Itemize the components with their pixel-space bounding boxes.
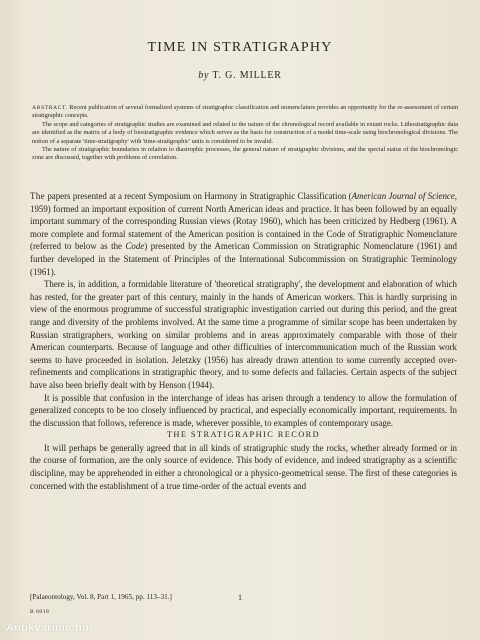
body-p1-part-b: , 1959) formed an important exposition of current North American ideas and practice. It has been followed by an equally important summary of the corresponding Russian views (Rotay 1960), which has been criticized by Hedberg (1961). A more complete and formal statement of the American position is contained in the Code of Stratigraphic Nomenclature (referred to below as the (30, 191, 457, 252)
article-author (0, 70, 480, 81)
watermark-logo: Antikvarium.hu (6, 622, 89, 634)
body-paragraph-1 (30, 190, 457, 278)
body-p1-part-a: papers presented at a recent Symposium on Harmony in Stratigraphic Classification ( (45, 191, 352, 201)
code-abbrev: Code (125, 241, 145, 252)
body-p1-part-c: ) presented by the American Commission on Stratigraphic Nomenclature (1961) and further developed in the Statement of Principles of the International Subcommission on Stratigraphic Terminology (1961). (30, 241, 457, 277)
abstract-label: ABSTRACT. (32, 105, 68, 111)
abstract-paragraph-2: The scope and categories of stratigraphic studies are examined and related to the nature of the chronological record available in extant rocks. Lithostratigraphic data are identified as the matrix of a body of biostratigraphic evidence which serves as the basis for construction of a model time-scale using biochronological divisions. The notion of a separate 'time-stratigraphy' with 'time-stratigraphic' units is considered to be invalid. (32, 120, 458, 145)
author-by: by (198, 70, 210, 81)
body-lead-word: The (30, 191, 45, 201)
abstract (32, 104, 458, 163)
abstract-text-1: Recent publication of several formalized systems of stratigraphic classification and nomenclature provides an opportunity for the re-assessment of certain stratigraphic concepts. (32, 104, 458, 120)
page-number: 1 (238, 593, 242, 602)
article-body (30, 190, 457, 492)
body-paragraph-4: It will perhaps be generally agreed that in all kinds of stratigraphic study the rocks, whether already formed or in the course of formation, are the only source of evidence. This body of evidence, and indeed stratigraphy as a scientific discipline, may be apprehended in either a chronological or a physico-geometrical sense. The first of these categories is concerned with the establishment of a true time-order of the actual events and (30, 442, 457, 491)
abstract-paragraph-3: The nature of stratigraphic boundaries in relation to diastrophic processes, the general nature of stratigraphic divisions, and the special status of the biochronologic zone are discussed, together with problems of correlation. (32, 146, 458, 162)
body-paragraph-2: There is, in addition, a formidable literature of 'theoretical stratigraphy', the development and elaboration of which has rested, for the greater part of this century, mainly in the hands of American workers. This is hardly surprising in view of the enormous programme of successful stratigraphic investigation carried out during this period, and the great range and diversity of the problems involved. At the same time a programme of similar scope has been undertaken by Russian stratigraphers, working on similar problems and in areas approximately comparable with those of their American counterparts. Because of language and other difficulties of intercommunication much of the Russian work seems to have proceeded in isolation. Jeletzky (1956) has already drawn attention to some currently accepted over-refinements and complications in stratigraphic theory, and to some defects and fallacies. Certain aspects of the subject have also been briefly dealt with by Henson (1944). (30, 279, 457, 390)
section-heading: THE STRATIGRAPHIC RECORD (166, 430, 321, 440)
article-title: TIME IN STRATIGRAPHY (147, 40, 333, 55)
printer-signature: B 6018 (30, 609, 50, 615)
author-name: T. G. MILLER (212, 70, 282, 81)
journal-name: American Journal of Science (351, 191, 455, 201)
body-paragraph-3: It is possible that confusion in the interchange of ideas has arisen through a tendency to allow the formulation of generalized concepts to be too closely influenced by practical, and especially economically important, requirements. In the discussion that follows, reference is made, wherever possible, to examples of contemporary usage. (30, 392, 457, 428)
journal-citation: [Palaeontology, Vol. 8, Part 1, 1965, pp. 113–31.] (30, 593, 172, 601)
abstract-paragraph-1 (32, 104, 458, 121)
